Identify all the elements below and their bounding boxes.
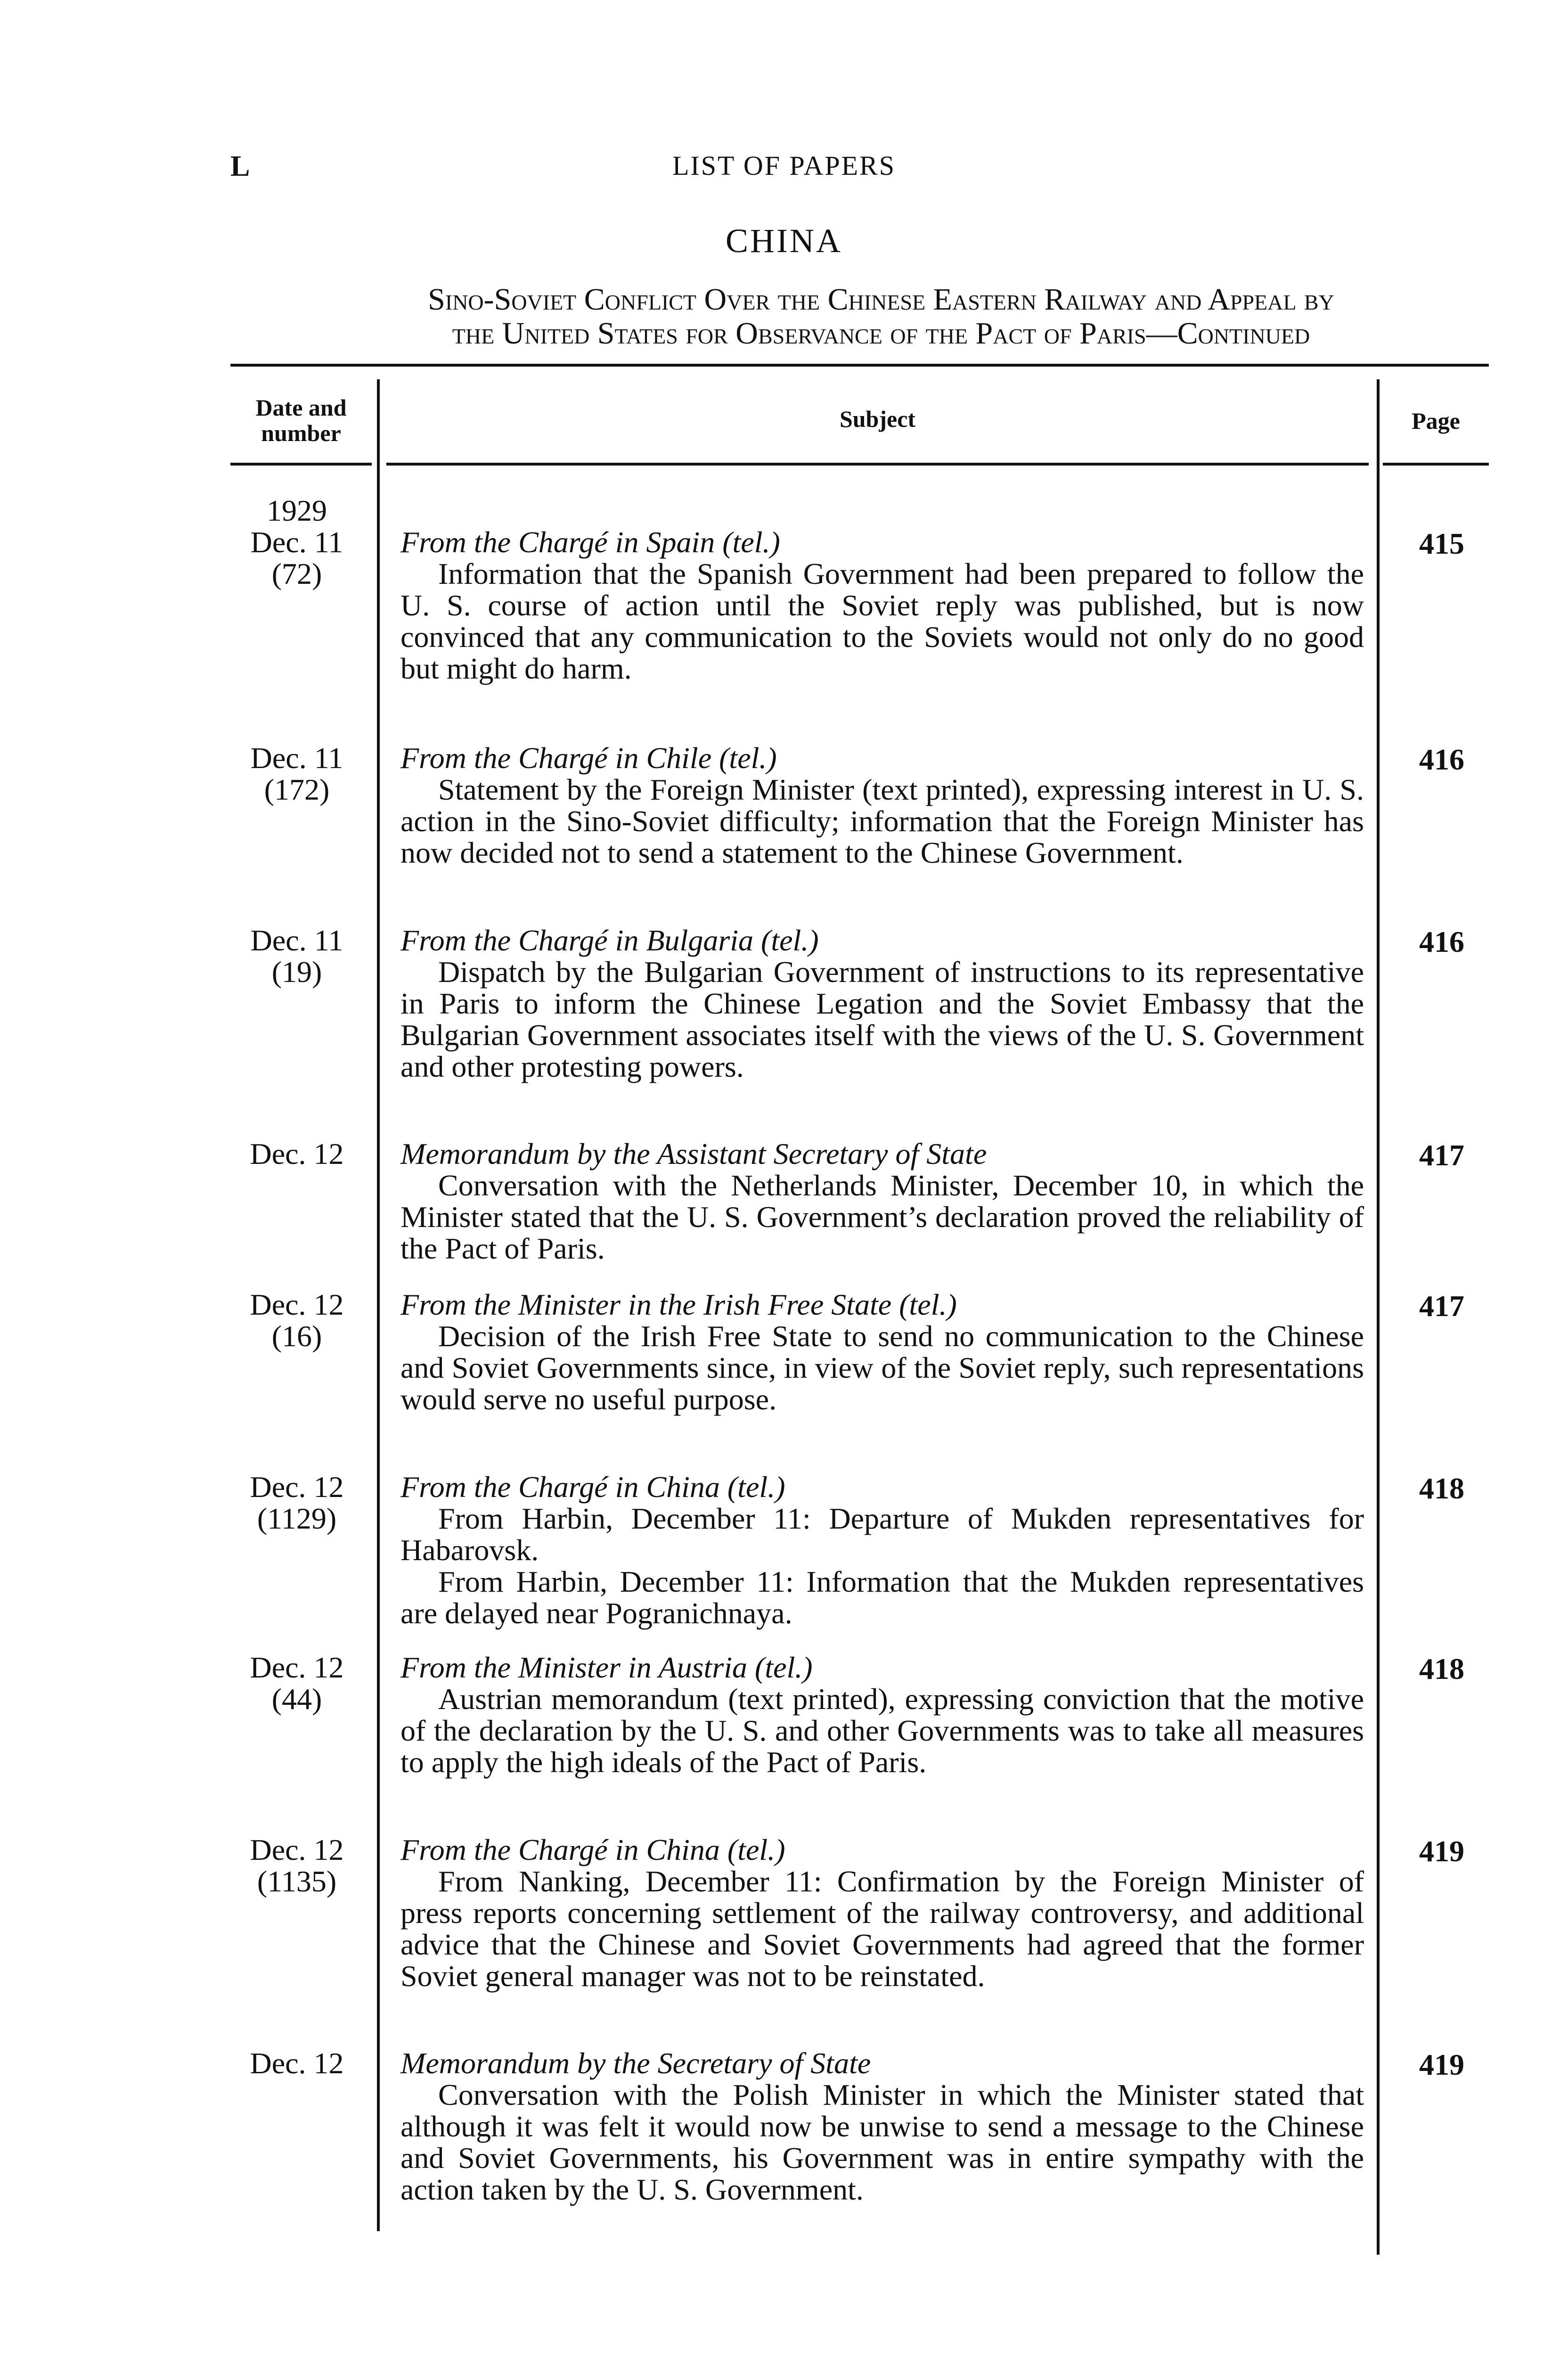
entry-date-text: Dec. 12 (250, 1833, 344, 1866)
entry-date (226, 2047, 368, 2079)
entry-source: From the Chargé in Bulgaria (tel.) (400, 924, 819, 957)
column-header-date-line2: number (261, 420, 341, 446)
entry-description: Conversation with the Polish Minister in which the Minister stated that although it was felt it would now be unwise to send a message to the Chinese and Soviet Governments, his Government was in entire sympathy with the action taken by the U. S. Government. (400, 2078, 1364, 2206)
entry-description: Austrian memorandum (text printed), expressing conviction that the motive of the declaration by the U. S. and other Governments was to take all measures to apply the high ideals of the Pact of Paris. (400, 1682, 1364, 1779)
column-divider-left (377, 379, 380, 2231)
page-number: L (230, 150, 250, 182)
column-divider-right (1377, 379, 1380, 2255)
entry-date (226, 742, 368, 805)
entry-source: From the Minister in the Irish Free State (tel.) (400, 1288, 957, 1321)
entry-page: 417 (1419, 1289, 1464, 1323)
entry-page: 418 (1419, 1472, 1464, 1505)
entry-number: (19) (271, 955, 322, 989)
entry-date (226, 924, 368, 988)
entry-source: From the Chargé in Spain (tel.) (400, 525, 780, 559)
column-header-subject: Subject (839, 406, 916, 432)
entry-date-text: Dec. 12 (250, 2046, 344, 2080)
subtitle-line-2: the United States for Observance of the Pact of Paris—Continued (452, 316, 1310, 351)
entry-description: From Nanking, December 11: Confirmation by the Foreign Minister of press reports concerning settlement of the railway controversy, and additional advice that the Chinese and Soviet Governments had agreed that the former Soviet general manager was not to be reinstated. (400, 1865, 1364, 1993)
entry-number: (44) (271, 1682, 322, 1716)
entry-description-2: From Harbin, December 11: Information that the Mukden representatives are delayed near Pogranichnaya. (400, 1565, 1364, 1630)
entry-page: 415 (1419, 527, 1464, 560)
entry-source: Memorandum by the Assistant Secretary of State (400, 1137, 987, 1170)
entry-source: From the Chargé in Chile (tel.) (400, 741, 777, 775)
entry-subject (400, 2047, 1364, 2205)
header-rule-subject (386, 463, 1369, 466)
entry-date (226, 1652, 368, 1715)
column-header-page: Page (1412, 408, 1460, 434)
entry-page: 416 (1419, 925, 1464, 958)
entry-date-text: Dec. 11 (250, 741, 343, 775)
entry-subject (400, 526, 1364, 684)
entry-date-text: Dec. 12 (250, 1470, 344, 1504)
entry-page: 417 (1419, 1138, 1464, 1172)
entry-description: Information that the Spanish Government had been prepared to follow the U. S. course of action until the Soviet reply was published, but is now convinced that any communication to the Soviets would not only do no good but might do harm. (400, 557, 1364, 685)
entry-page: 416 (1419, 743, 1464, 776)
entry-date (226, 1834, 368, 1897)
entry-number: (1129) (257, 1502, 337, 1535)
entry-date (226, 1289, 368, 1352)
entry-description: Dispatch by the Bulgarian Government of instructions to its representative in Paris to inform the Chinese Legation and the Soviet Embassy that the Bulgarian Government associates itself with the views of the U. S. Government and other protesting powers. (400, 955, 1364, 1083)
entry-date-text: Dec. 12 (250, 1651, 344, 1684)
entry-description: Conversation with the Netherlands Minister, December 10, in which the Minister stated that the U. S. Government’s declaration proved the reliability of the Pact of Paris. (400, 1169, 1364, 1265)
entry-number: (72) (271, 557, 322, 590)
entry-source: From the Chargé in China (tel.) (400, 1470, 785, 1504)
entry-subject (400, 1289, 1364, 1415)
entry-subject (400, 1834, 1364, 1992)
section-subtitle (264, 283, 1498, 351)
entry-date-text: Dec. 11 (250, 924, 343, 957)
entry-source: From the Chargé in China (tel.) (400, 1833, 785, 1866)
entry-number: (1135) (257, 1865, 337, 1898)
column-header-date (230, 395, 372, 446)
entry-date-text: Dec. 12 (250, 1137, 344, 1170)
column-header-date-line1: Date and (255, 394, 347, 421)
entry-source: From the Minister in Austria (tel.) (400, 1651, 813, 1684)
entry-description: From Harbin, December 11: Departure of Mukden representatives for Habarovsk. (400, 1502, 1364, 1567)
entry-subject (400, 924, 1364, 1082)
entry-page: 419 (1419, 1834, 1464, 1868)
entry-number: (16) (271, 1319, 322, 1353)
entry-subject (400, 1471, 1364, 1629)
entry-page: 418 (1419, 1652, 1464, 1685)
entry-source: Memorandum by the Secretary of State (400, 2046, 871, 2080)
entry-subject (400, 742, 1364, 868)
entry-date-text: Dec. 12 (250, 1288, 344, 1321)
entry-number: (172) (264, 773, 330, 806)
country-heading: CHINA (726, 222, 842, 260)
entry-date (226, 1138, 368, 1170)
entry-subject (400, 1138, 1364, 1264)
running-head: LIST OF PAPERS (672, 150, 896, 181)
entry-date (226, 1471, 368, 1534)
header-rule-page (1383, 463, 1489, 466)
header-rule-date (230, 463, 372, 466)
entry-page: 419 (1419, 2048, 1464, 2081)
table-top-rule (230, 364, 1489, 367)
entry-date-text: Dec. 11 (250, 525, 343, 559)
year-label: 1929 (267, 494, 327, 527)
subtitle-line-1: Sino-Soviet Conflict Over the Chinese Eastern Railway and Appeal by (428, 282, 1334, 317)
entry-description: Decision of the Irish Free State to send no communication to the Chinese and Soviet Governments since, in view of the Soviet reply, such representations would serve no useful purpose. (400, 1319, 1364, 1416)
entry-date (226, 526, 368, 589)
entry-subject (400, 1652, 1364, 1778)
entry-description: Statement by the Foreign Minister (text printed), expressing interest in U. S. action in the Sino-Soviet difficulty; information that the Foreign Minister has now decided not to send a statement to the Chinese Government. (400, 773, 1364, 869)
